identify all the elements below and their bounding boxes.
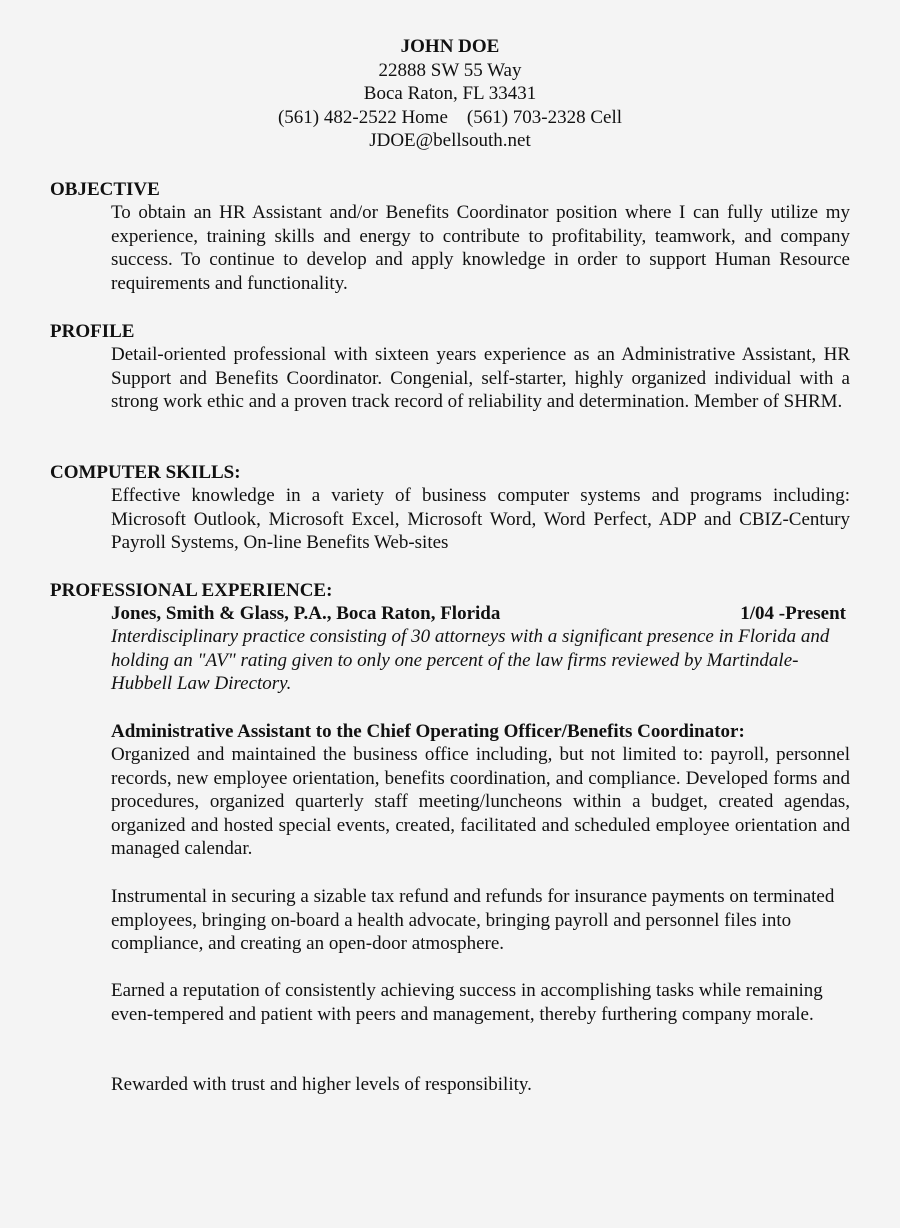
employment-dates: 1/04 -Present [740,603,846,624]
employer-line [111,602,846,625]
street-address: 22888 SW 55 Way [378,59,522,81]
experience-heading: PROFESSIONAL EXPERIENCE: [50,580,333,601]
objective-heading: OBJECTIVE [50,179,160,200]
city-state-zip: Boca Raton, FL 33431 [363,83,537,105]
phone-numbers: (561) 482-2522 Home (561) 703-2328 Cell [277,106,623,128]
computer-skills-text: Effective knowledge in a variety of business computer systems and programs including: Microsoft Outlook, Microsoft Excel, Microsoft Word, Word Perfect, ADP and CBIZ-Century Payroll Systems, On-line Benefits Web-sites [111,485,850,554]
experience-paragraph-1: Organized and maintained the business office including, but not limited to: payroll, personnel records, new employee orientation, benefits coordination, and compliance. Developed forms and procedures, organized quarterly staff meeting/luncheons within a budget, created agendas, organized and hosted special events, created, facilitated and scheduled employee orientation and managed calendar. [111,744,850,860]
profile-text: Detail-oriented professional with sixteen years experience as an Administrative Assistant, HR Support and Benefits Coordinator. Congenial, self-starter, highly organized individual with a strong work ethic and a proven track record of reliability and determination. Member of SHRM. [111,344,850,413]
computer-skills-heading: COMPUTER SKILLS: [50,462,241,483]
job-role-title: Administrative Assistant to the Chief Operating Officer/Benefits Coordinator: [111,721,745,742]
experience-paragraph-3: Earned a reputation of consistently achieving success in accomplishing tasks while remaining even-tempered and patient with peers and management, thereby furthering company morale. [111,980,823,1025]
objective-text: To obtain an HR Assistant and/or Benefits Coordinator position where I can fully utilize my experience, training skills and energy to contribute to profitability, teamwork, and company success. To continue to develop and apply knowledge in order to support Human Resource requirements and functionality. [111,202,850,294]
employer-name: Jones, Smith & Glass, P.A., Boca Raton, Florida [111,603,501,624]
email-address: JDOE@bellsouth.net [369,130,531,152]
contact-header [0,35,900,153]
experience-paragraph-4: Rewarded with trust and higher levels of responsibility. [111,1074,532,1095]
profile-heading: PROFILE [50,321,135,342]
employer-description: Interdisciplinary practice consisting of 30 attorneys with a significant presence in Florida and holding an "AV" rating given to only one percent of the law firms reviewed by Martindale-Hubbell Law Directory. [111,626,830,695]
applicant-name: JOHN DOE [400,36,500,57]
experience-paragraph-2: Instrumental in securing a sizable tax refund and refunds for insurance payments on terminated employees, bringing on-board a health advocate, bringing payroll and personnel files into compliance, and creating an open-door atmosphere. [111,886,835,955]
